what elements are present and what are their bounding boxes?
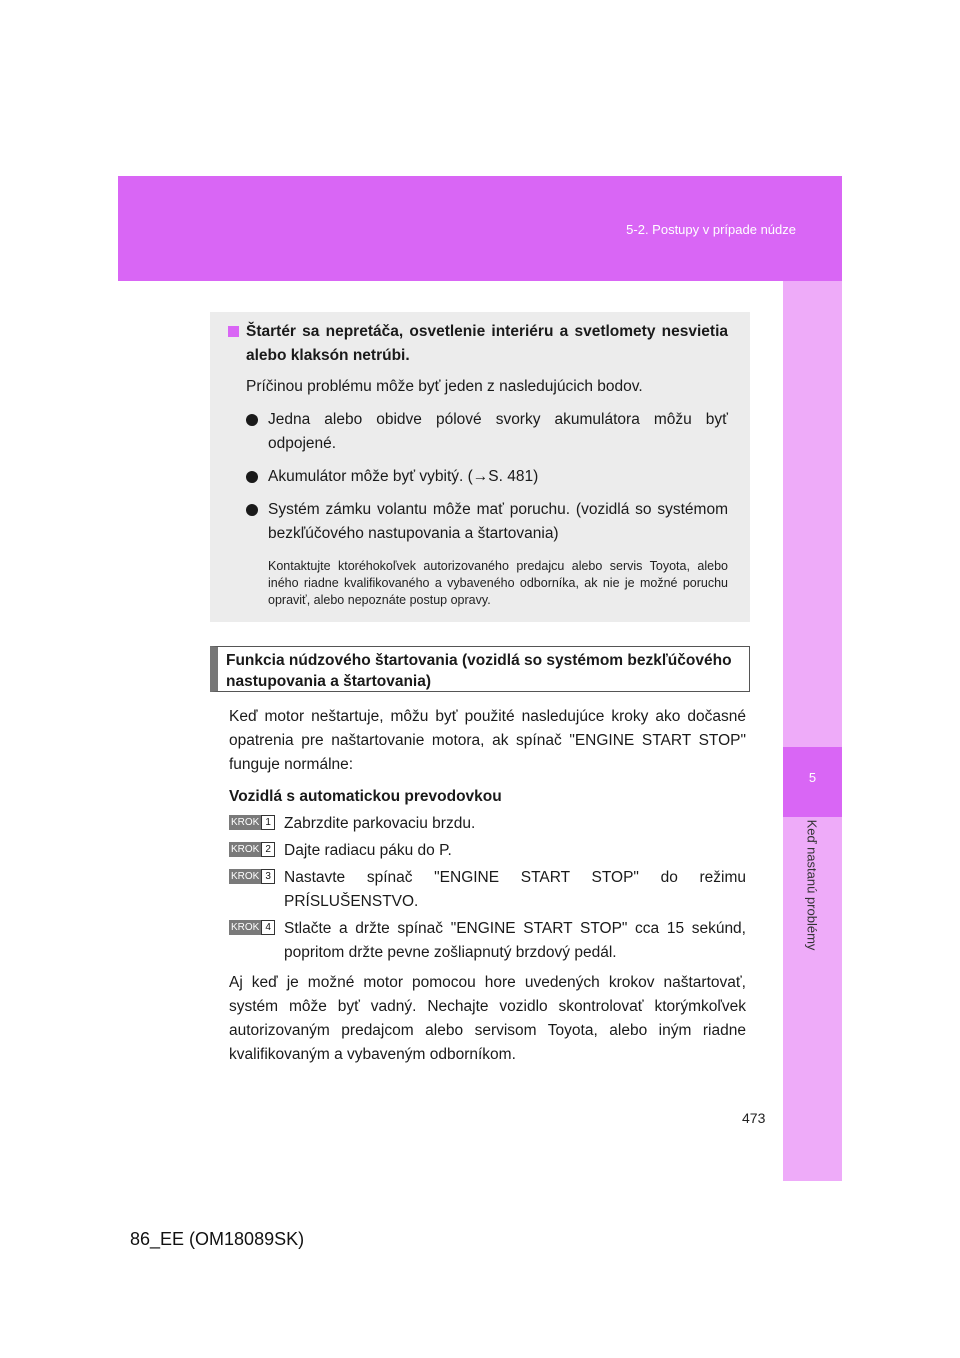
note-title xyxy=(228,320,728,368)
section-heading: Funkcia núdzového štartovania (vozidlá so systémom bezkľúčového nastupovania a štartovania) xyxy=(210,646,750,692)
step-text: Zabrzdite parkovaciu brzdu. xyxy=(284,815,476,832)
header-band xyxy=(118,176,842,281)
document-code: 86_EE (OM18089SK) xyxy=(130,1229,305,1249)
main-content xyxy=(229,705,746,1067)
bullet-dot-icon xyxy=(246,504,258,516)
step-badge-label: KROK xyxy=(231,871,260,882)
chapter-side-tab xyxy=(783,281,842,1181)
step-text: Stlačte a držte spínač "ENGINE START STOP" cca 15 sekúnd, popritom držte pevne zošliapnutý brzdový pedál. xyxy=(284,920,746,961)
square-bullet-icon xyxy=(228,326,239,337)
step-badge xyxy=(229,869,275,884)
step-item xyxy=(229,917,746,965)
step-badge-label: KROK xyxy=(231,817,260,828)
section-reference: 5-2. Postupy v prípade núdze xyxy=(626,222,796,237)
step-badge-number: 1 xyxy=(261,815,275,830)
note-title-text: Štartér sa nepretáča, osvetlenie interiéru a svetlomety nesvietia alebo klaksón netrúbi. xyxy=(246,323,728,364)
sub-heading: Vozidlá s automatickou prevodovkou xyxy=(229,788,502,805)
info-note-box xyxy=(210,312,750,622)
note-small-print: Kontaktujte ktoréhokoľvek autorizovaného predajcu alebo servis Toyota, alebo iného riadne kvalifikovaného a vybaveného odborníka, ak nie je možné poruchu opraviť, alebo nepoznáte postup opravy. xyxy=(268,559,728,607)
step-badge-number: 4 xyxy=(261,920,275,935)
step-badge xyxy=(229,842,275,857)
step-text: Dajte radiacu páku do P. xyxy=(284,842,452,859)
step-badge-number: 3 xyxy=(261,869,275,884)
step-item xyxy=(229,866,746,914)
chapter-title: Keď nastanú problémy xyxy=(804,819,820,951)
note-bullet xyxy=(246,408,728,456)
bullet-dot-icon xyxy=(246,471,258,483)
section-intro: Keď motor neštartuje, môžu byť použité nasledujúce kroky ako dočasné opatrenia pre naštartovanie motora, ak spínač "ENGINE START STOP" funguje normálne: xyxy=(229,708,746,773)
step-item xyxy=(229,812,746,836)
note-bullet xyxy=(246,498,728,546)
step-text: Nastavte spínač "ENGINE START STOP" do režimu PRÍSLUŠENSTVO. xyxy=(284,869,746,910)
step-badge-label: KROK xyxy=(231,844,260,855)
step-badge xyxy=(229,815,275,830)
step-item xyxy=(229,839,746,863)
note-intro: Príčinou problému môže byť jeden z nasledujúcich bodov. xyxy=(246,378,643,395)
bullet-dot-icon xyxy=(246,414,258,426)
closing-paragraph: Aj keď je možné motor pomocou hore uvedených krokov naštartovať, systém môže byť vadný. Nechajte vozidlo skontrolovať ktorýmkoľvek autorizovaným predajcom alebo servisom Toyota, alebo iným riadne kvalifikovaným a vybaveným odborníkom. xyxy=(229,974,746,1063)
note-bullet-text: Akumulátor môže byť vybitý. (→S. 481) xyxy=(268,468,539,485)
note-bullet-text: Systém zámku volantu môže mať poruchu. (vozidlá so systémom bezkľúčového nastupovania a štartovania) xyxy=(268,501,728,542)
note-bullet-text: Jedna alebo obidve pólové svorky akumulátora môžu byť odpojené. xyxy=(268,411,728,452)
step-badge-number: 2 xyxy=(261,842,275,857)
page-number: 473 xyxy=(742,1110,766,1126)
step-badge-label: KROK xyxy=(231,922,260,933)
step-badge xyxy=(229,920,275,935)
note-bullet xyxy=(246,465,728,489)
chapter-number: 5 xyxy=(808,770,817,785)
